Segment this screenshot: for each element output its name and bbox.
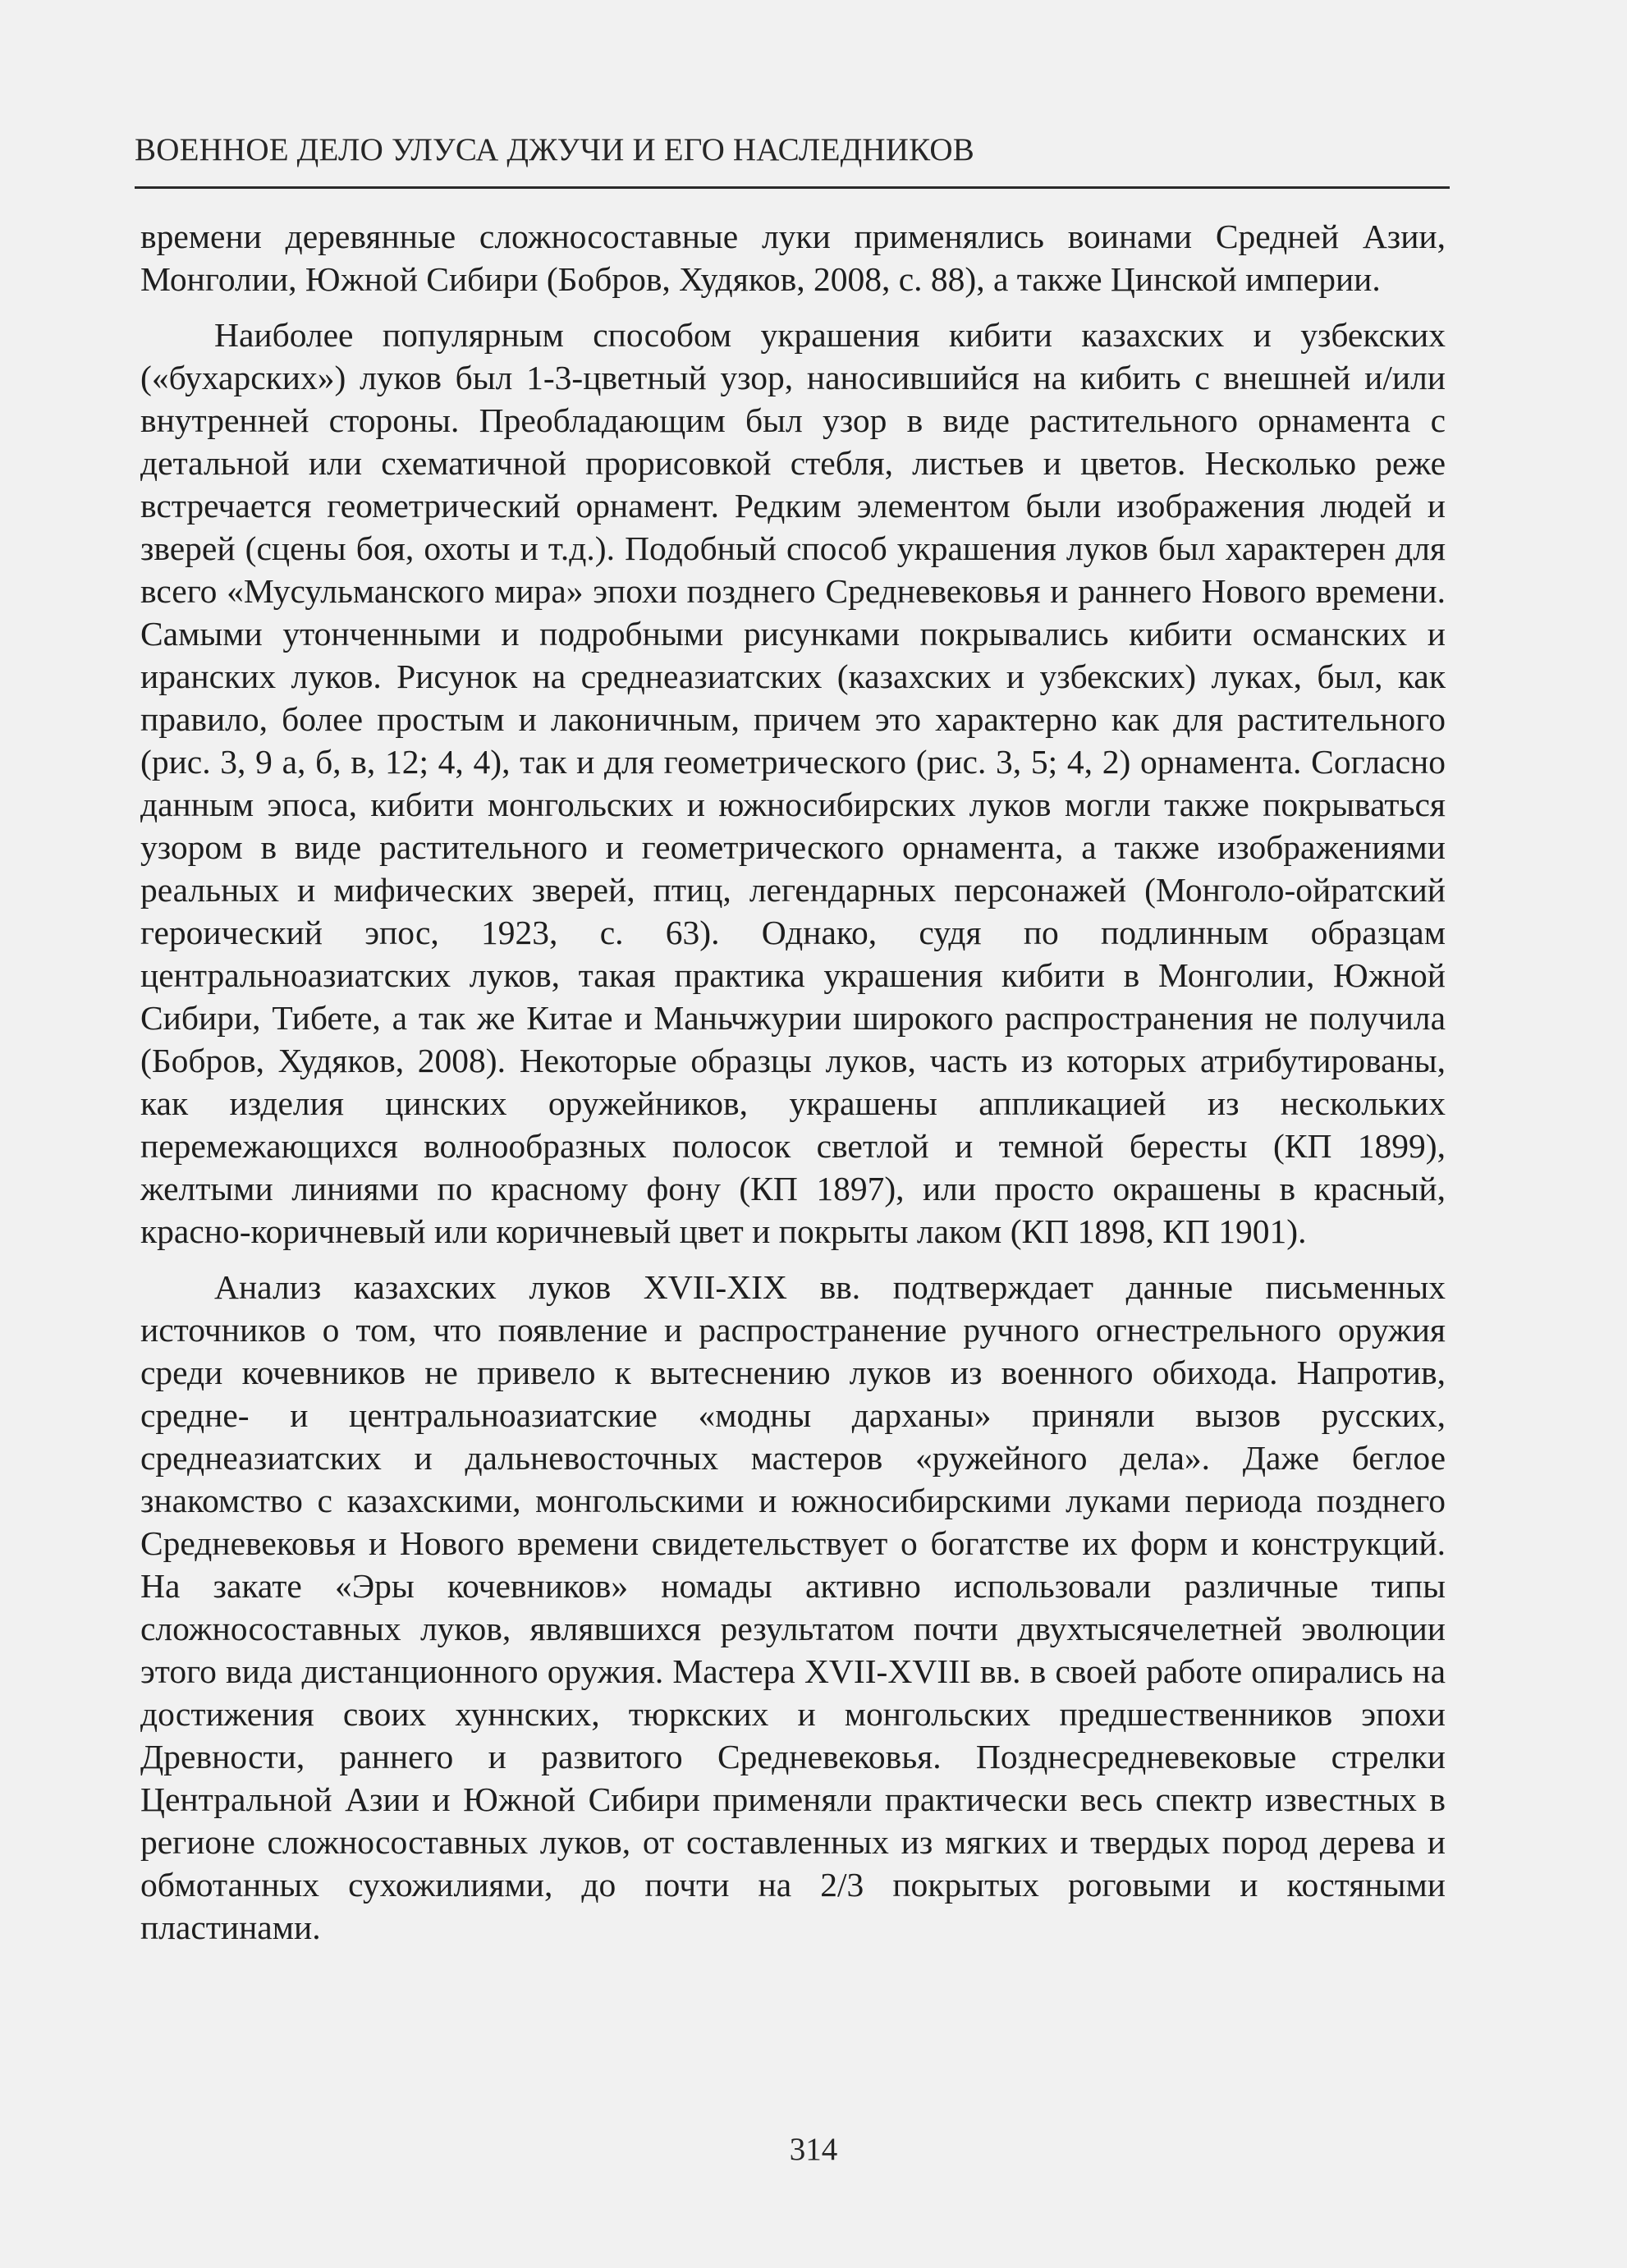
page-number: 314 xyxy=(789,2132,838,2167)
paragraph-continuation: времени деревянные сложносоставные луки применялись воинами Средней Азии, Монголии, Южной Сибири (Бобров, Худяков, 2008, с. 88), а также Цинской империи. xyxy=(140,218,1446,298)
header-rule xyxy=(135,186,1450,189)
paragraph-kazakh-bows-analysis: Анализ казахских луков XVII-XIX вв. подтверждает данные письменных источников о том, что появление и распространение ручного огнестрельного оружия среди кочевников не привело к вытеснению луков из военного обихода. Напротив, средне- и центральноазиатские «модны дарханы» приняли вызов русских, среднеазиатских и дальневосточных мастеров «ружейного дела». Даже беглое знакомство с казахскими, монгольскими и южносибирскими луками периода позднего Средневековья и Нового времени свидетельствует о богатстве их форм и конструкций. На закате «Эры кочевников» номады активно использовали различные типы сложносоставных луков, являвшихся результатом почти двухтысячелетней эволюции этого вида дистанционного оружия. Мастера XVII-XVIII вв. в своей работе опирались на достижения своих хуннских, тюркских и монгольских предшественников эпохи Древности, раннего и развитого Средневековья. Позднесредневековые стрелки Центральной Азии и Южной Сибири применяли практически весь спектр известных в регионе сложносоставных луков, от составленных из мягких и твердых пород дерева и обмотанных сухожилиями, до почти на 2/3 покрытых роговыми и костяными пластинами. xyxy=(140,1268,1446,1946)
paragraph-bow-decoration: Наиболее популярным способом украшения кибити казахских и узбекских («бухарских») луков был 1-3-цветный узор, наносившийся на кибить с внешней и/или внутренней стороны. Преобладающим был узор в виде растительного орнамента с детальной или схематичной прорисовкой стебля, листьев и цветов. Несколько реже встречается геометрический орнамент. Редким элементом были изображения людей и зверей (сцены боя, охоты и т.д.). Подобный способ украшения луков был характерен для всего «Мусульманского мира» эпохи позднего Средневековья и раннего Нового времени. Самыми утонченными и подробными рисунками покрывались кибити османских и иранских луков. Рисунок на среднеазиатских (казахских и узбекских) луках, был, как правило, более простым и лаконичным, причем это характерно как для растительного (рис. 3, 9 а, б, в, 12; 4, 4), так и для геометрического (рис. 3, 5; 4, 2) орнамента. Согласно данным эпоса, кибити монгольских и южносибирских луков могли также покрываться узором в виде растительного и геометрического орнамента, а также изображениями реальных и мифических зверей, птиц, легендарных персонажей (Монголо-ойратский героический эпос, 1923, с. 63). Однако, судя по подлинным образцам центральноазиатских луков, такая практика украшения кибити в Монголии, Южной Сибири, Тибете, а так же Китае и Маньчжурии широкого распространения не получила (Бобров, Худяков, 2008). Некоторые образцы луков, часть из которых атрибутированы, как изделия цинских оружейников, украшены аппликацией из нескольких перемежающихся волнообразных полосок светлой и темной бересты (КП 1899), желтыми линиями по красному фону (КП 1897), или просто окрашены в красный, красно-коричневый или коричневый цвет и покрыты лаком (КП 1898, КП 1901). xyxy=(140,316,1446,1250)
running-header: ВОЕННОЕ ДЕЛО УЛУСА ДЖУЧИ И ЕГО НАСЛЕДНИКОВ xyxy=(135,132,974,167)
body-text xyxy=(140,215,1446,1949)
